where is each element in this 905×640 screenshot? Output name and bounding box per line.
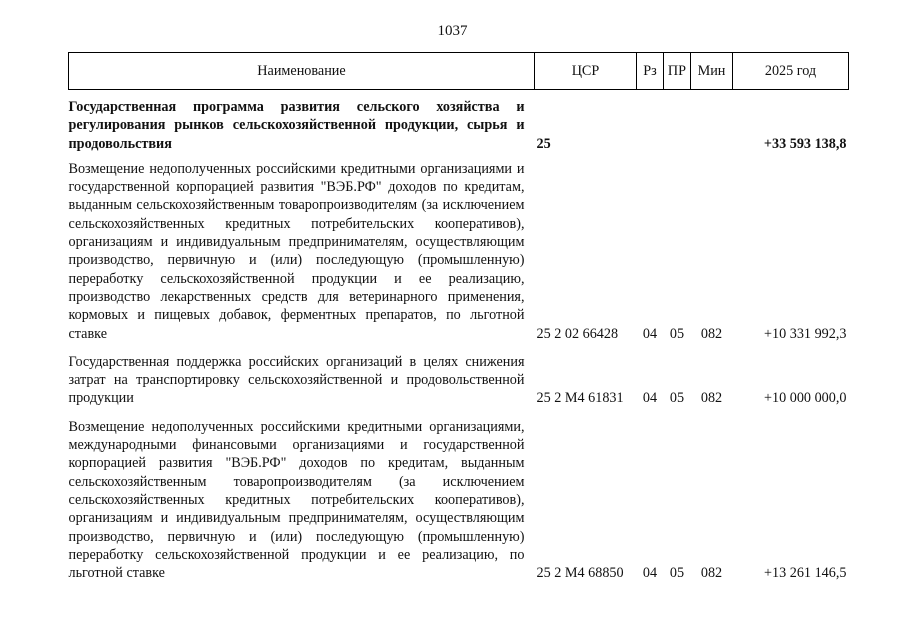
page-number: 1037	[437, 23, 468, 39]
row-min: 082	[700, 325, 723, 342]
table-row	[69, 414, 849, 589]
program-amount: +33 593 138,8	[763, 135, 847, 152]
row-csr: 25 2 М4 68850	[536, 565, 624, 582]
row-min: 082	[700, 390, 723, 407]
header-year: 2025 год	[733, 53, 849, 90]
row-csr: 25 2 М4 61831	[536, 390, 624, 407]
row-rz: 04	[642, 325, 658, 342]
table-row	[69, 349, 849, 414]
row-amount: +13 261 146,5	[764, 565, 847, 582]
program-row	[69, 90, 849, 156]
header-rz: Рз	[637, 53, 664, 90]
row-pr: 05	[669, 325, 685, 342]
row-rz: 04	[642, 565, 658, 582]
row-name: Государственная поддержка российских организаций в целях снижения затрат на транспортировку сельскохозяйственной и продовольственной продукции	[68, 353, 525, 407]
row-name: Возмещение недополученных российскими кредитными организациями и государственной корпорацией развития "ВЭБ.РФ" доходов по кредитам, выданным сельскохозяйственным товаропроизводителям (за исключением сельскохозяйственных кредитных потребительских кооперативов), организациям и индивидуальным предпринимателям, осуществляющим производство, первичную и (или) последующую (промышленную) переработку сельскохозяйственной продукции и ее реализацию, производство лекарственных средств для ветеринарного применения, кормовых и пищевых добавок, ферментных препаратов, по льготной ставке	[68, 160, 525, 342]
table-header-row	[69, 53, 849, 90]
program-name: Государственная программа развития сельского хозяйства и регулирования рынков сельскохозяйственной продукции, сырья и продовольствия	[68, 99, 525, 152]
budget-table	[68, 52, 849, 588]
row-pr: 05	[669, 565, 685, 582]
row-csr: 25 2 02 66428	[536, 325, 619, 342]
row-name: Возмещение недополученных российскими кредитными организациями, международными финансовыми организациями и государственной корпорацией развития "ВЭБ.РФ" доходов по кредитам, выданным сельскохозяйственным товаропроизводителям (за исключением сельскохозяйственных кредитных потребительских кооперативов), организациям и индивидуальным предпринимателям, осуществляющим производство, первичную и (или) последующую (промышленную) переработку сельскохозяйственной продукции и ее реализацию, по льготной ставке	[68, 418, 525, 582]
program-rz	[637, 90, 664, 156]
header-pr: ПР	[664, 53, 691, 90]
program-csr: 25	[536, 135, 551, 152]
program-pr	[664, 90, 691, 156]
header-min: Мин	[691, 53, 733, 90]
header-csr: ЦСР	[535, 53, 637, 90]
row-min: 082	[700, 565, 723, 582]
row-amount: +10 000 000,0	[764, 390, 847, 407]
row-amount: +10 331 992,3	[764, 325, 847, 342]
header-name: Наименование	[69, 53, 535, 90]
table-row	[69, 156, 849, 349]
row-rz: 04	[642, 390, 658, 407]
row-pr: 05	[669, 390, 685, 407]
program-min	[691, 90, 733, 156]
